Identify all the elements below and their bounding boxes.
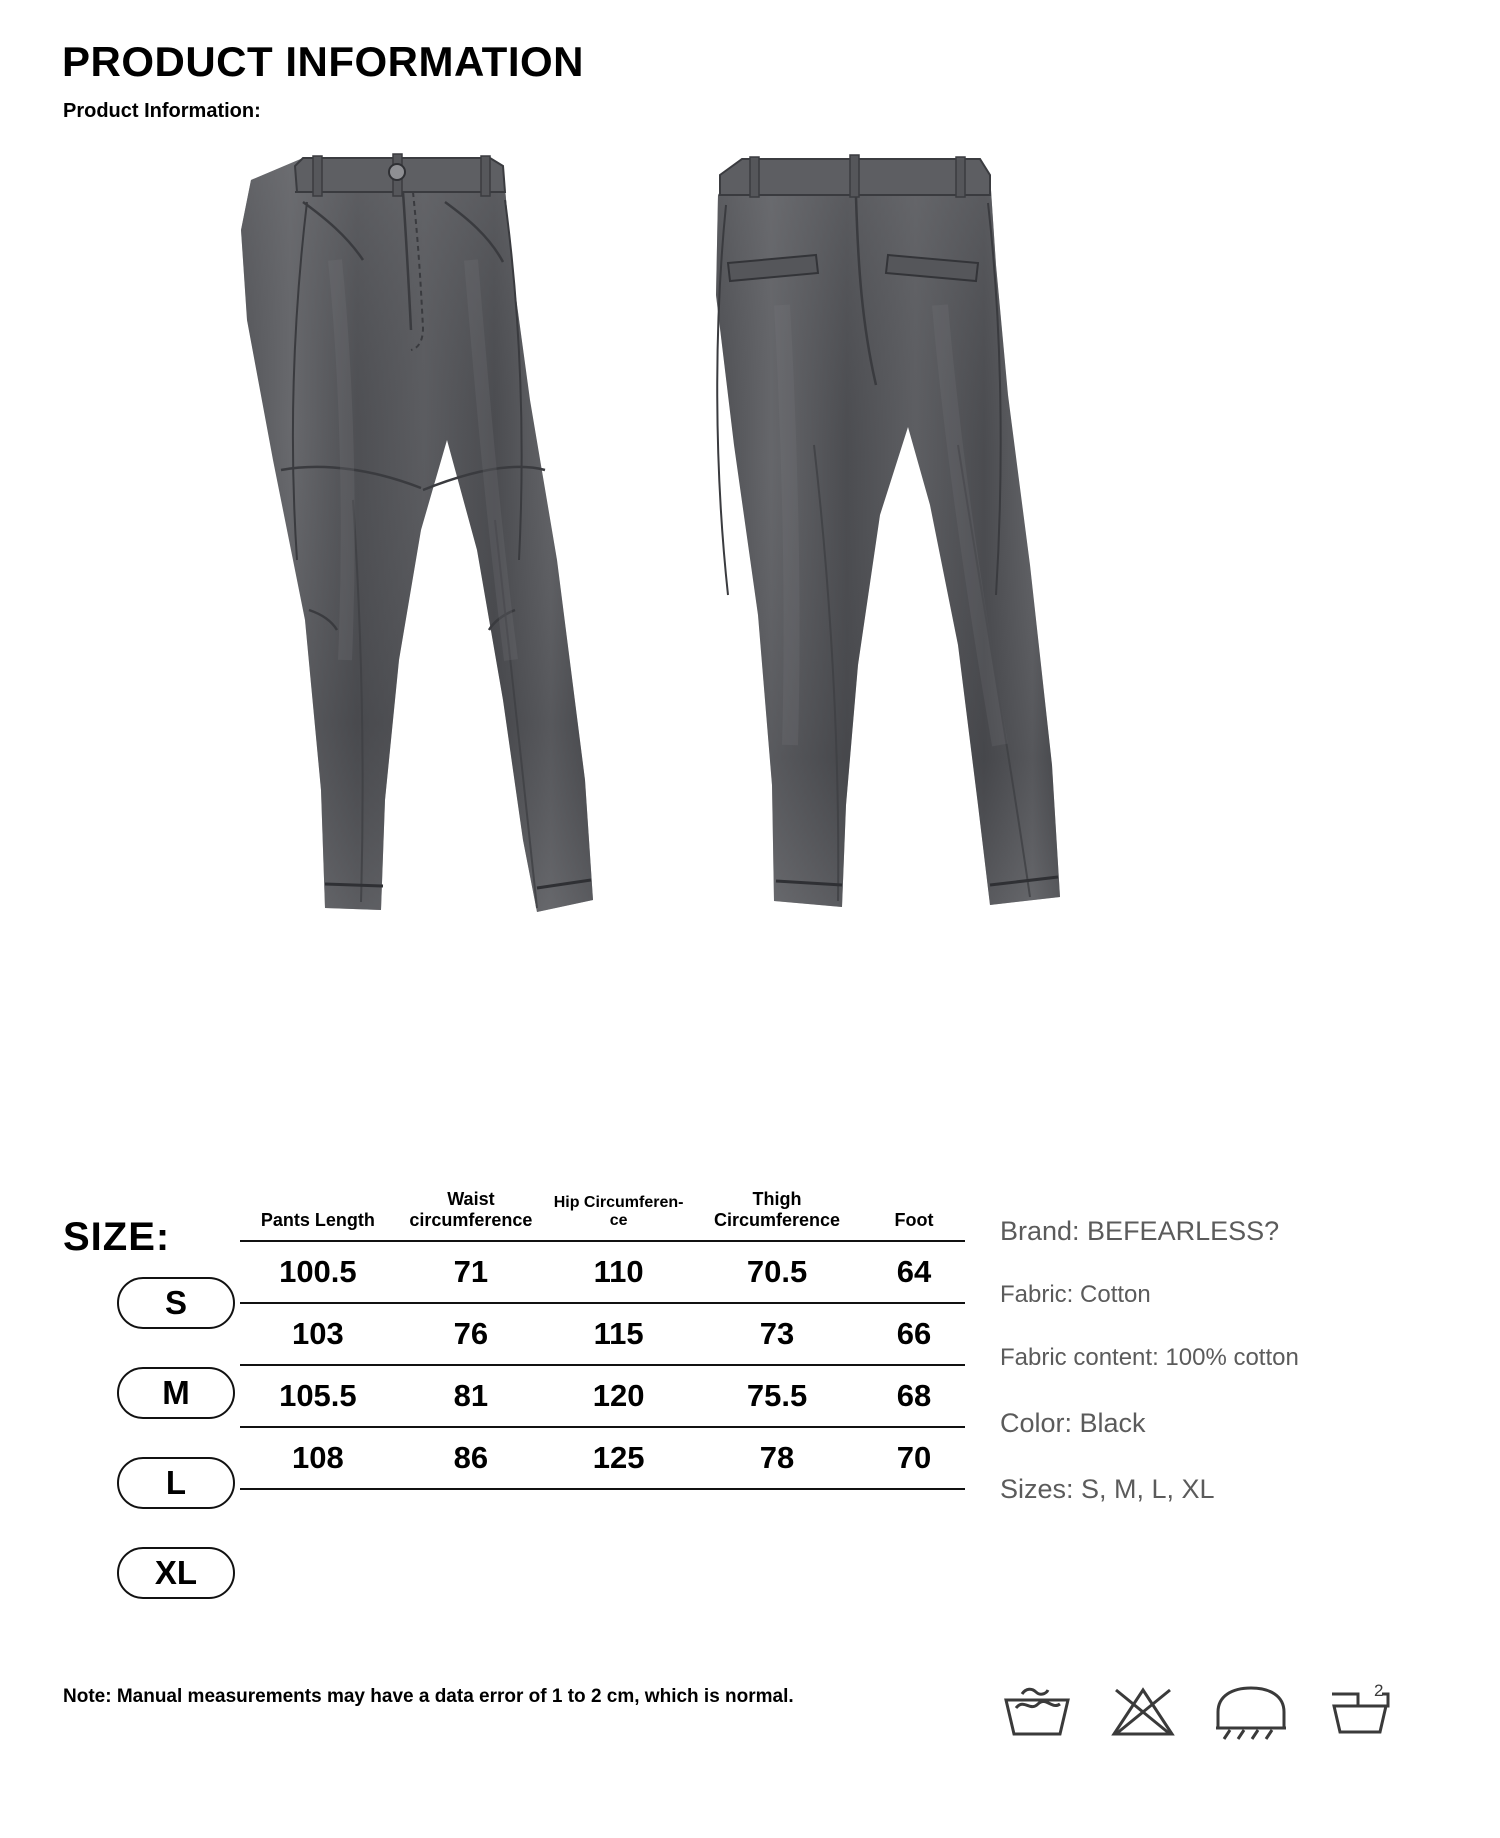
do-not-bleach-icon: [1108, 1682, 1178, 1740]
cell-m-thigh: 73: [691, 1303, 863, 1365]
info-sizes: Sizes: S, M, L, XL: [1000, 1474, 1215, 1505]
iron-low-icon: [1324, 1680, 1396, 1740]
table-header-row: [240, 1185, 965, 1241]
cell-xl-waist: 86: [396, 1427, 546, 1489]
jeans-back-image: [690, 145, 1090, 935]
table-row: [240, 1427, 965, 1489]
size-pill-xl: XL: [117, 1547, 235, 1599]
measurement-note: Note: Manual measurements may have a data error of 1 to 2 cm, which is normal.: [63, 1686, 794, 1707]
cell-l-thigh: 75.5: [691, 1365, 863, 1427]
cell-s-thigh: 70.5: [691, 1241, 863, 1303]
size-table: [240, 1185, 965, 1490]
page-subtitle: Product Information:: [63, 100, 261, 122]
cell-xl-foot: 70: [863, 1427, 965, 1489]
info-brand: Brand: BEFEARLESS?: [1000, 1216, 1280, 1246]
column-foot: Foot: [863, 1185, 965, 1241]
size-pill-l: L: [117, 1457, 235, 1509]
page-title: PRODUCT INFORMATION: [62, 38, 585, 85]
table-row: [240, 1303, 965, 1365]
cell-l-foot: 68: [863, 1365, 965, 1427]
column-thigh-circumference: Thigh Circumference: [691, 1185, 863, 1241]
cell-xl-hip: 125: [546, 1427, 691, 1489]
cell-m-waist: 76: [396, 1303, 546, 1365]
column-pants-length: Pants Length: [240, 1185, 396, 1241]
column-hip-circumference: Hip Circumferen-ce: [546, 1185, 691, 1241]
table-row: [240, 1365, 965, 1427]
size-pill-s: S: [117, 1277, 235, 1329]
cell-xl-thigh: 78: [691, 1427, 863, 1489]
cell-m-hip: 115: [546, 1303, 691, 1365]
product-images: [0, 140, 1500, 960]
tumble-dry-icon: [1212, 1682, 1290, 1740]
hand-wash-icon: [1000, 1682, 1074, 1740]
info-color: Color: Black: [1000, 1407, 1146, 1438]
cell-s-hip: 110: [546, 1241, 691, 1303]
size-pill-m: M: [117, 1367, 235, 1419]
cell-l-pants-length: 105.5: [240, 1365, 396, 1427]
column-waist-circumference: Waist circumference: [396, 1185, 546, 1241]
info-fabric: Fabric: Cotton: [1000, 1281, 1151, 1309]
cell-xl-pants-length: 108: [240, 1427, 396, 1489]
cell-m-pants-length: 103: [240, 1303, 396, 1365]
table-row: [240, 1241, 965, 1303]
cell-s-foot: 64: [863, 1241, 965, 1303]
cell-s-pants-length: 100.5: [240, 1241, 396, 1303]
iron-low-icon-label: 2: [1374, 1681, 1384, 1700]
info-fabric-content: Fabric content: 100% cotton: [1000, 1344, 1299, 1372]
size-chart-label: SIZE:: [63, 1215, 171, 1259]
cell-l-waist: 81: [396, 1365, 546, 1427]
care-instructions: [1000, 1680, 1396, 1740]
cell-m-foot: 66: [863, 1303, 965, 1365]
product-info-panel: [1000, 1215, 1460, 1540]
jeans-front-image: [185, 140, 605, 940]
cell-l-hip: 120: [546, 1365, 691, 1427]
cell-s-waist: 71: [396, 1241, 546, 1303]
